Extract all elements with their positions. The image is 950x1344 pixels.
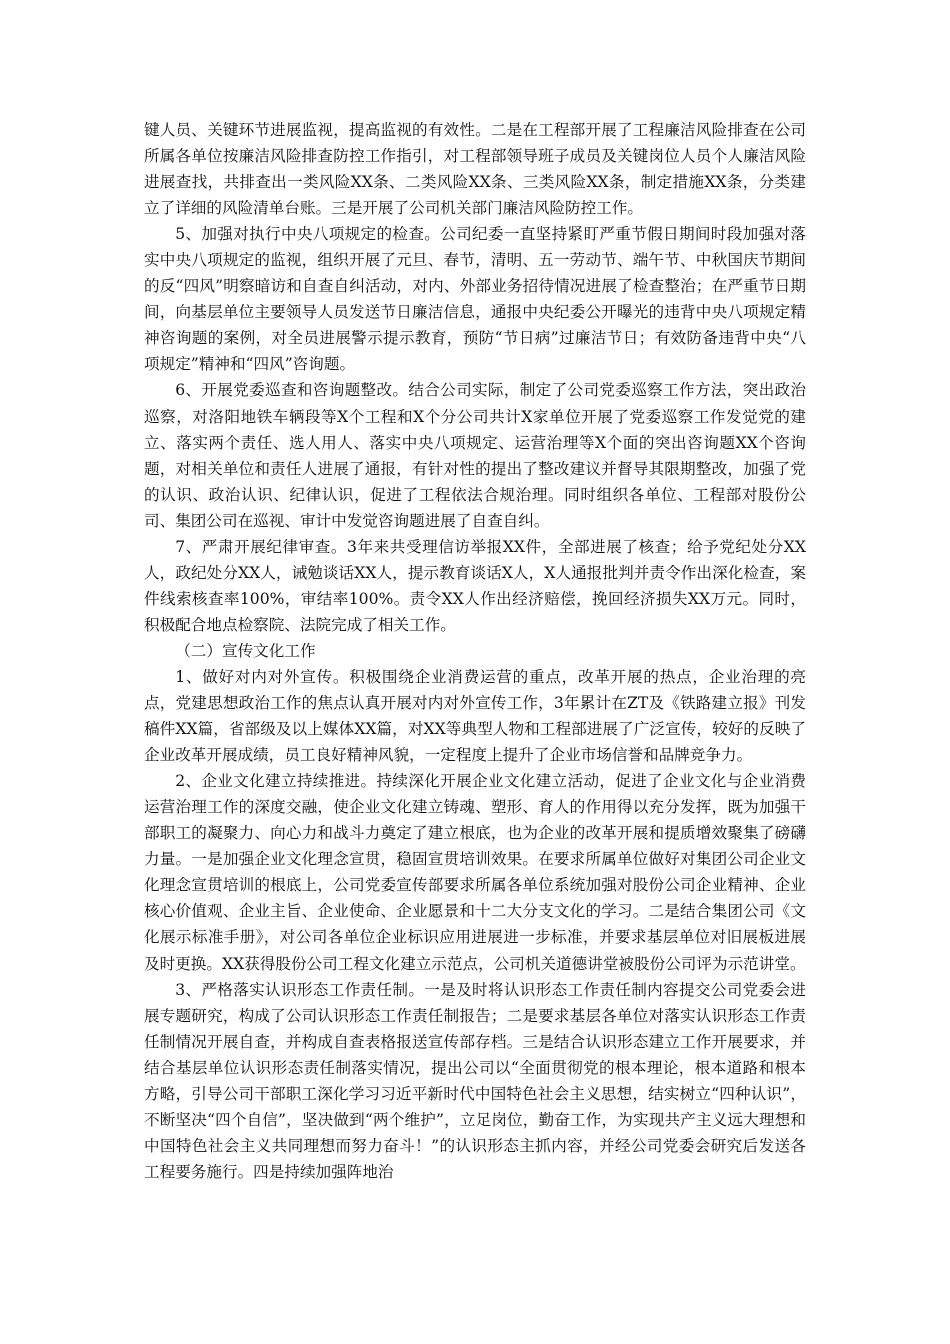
paragraph-item-7: 7、严肃开展纪律审查。3年来共受理信访举报XX件，全部进展了核查；给予党纪处分XX人，政纪处分XX人，诫勉谈话XX人，提示教育谈话X人，X人通报批判并责令作出深化检查，案件线索核查率100%，审结率100%。责令XX人作出经济赔偿，挽回经济损失XX万元。同时，积极配合地点检察院、法院完成了相关工作。 — [144, 537, 806, 634]
paragraph-item-5: 5、加强对执行中央八项规定的检查。公司纪委一直坚持紧盯严重节假日期间时段加强对落实中央八项规定的监视，组织开展了元旦、春节，清明、五一劳动节、端午节、中秋国庆节期间的反“四风”明察暗访和自查自纠活动，对内、外部业务招待情况进展了检查整治；在严重节日期间，向基层单位主要领导人员发送节日廉洁信息，通报中央纪委公开曝光的违背中央八项规定精神咨询题的案例，对全员进展警示提示教育，预防“节日病”过廉洁节日；有效防备违背中央“八项规定”精神和“四风”咨询题。 — [144, 225, 806, 374]
paragraph-item-1: 1、做好对内对外宣传。积极围绕企业消费运营的重点，改革开展的热点，企业治理的亮点，党建思想政治工作的焦点认真开展对内对外宣传工作，3年累计在ZT及《铁路建立报》刊发稿件XX篇，省部级及以上媒体XX篇，对XX等典型人物和工程部进展了广泛宣传，较好的反映了企业改革开展成绩，员工良好精神风貌，一定程度上提升了企业市场信誉和品牌竞争力。 — [144, 667, 806, 765]
document-body — [144, 117, 806, 1185]
paragraph-continuation: 键人员、关键环节进展监视，提高监视的有效性。二是在工程部开展了工程廉洁风险排查在公司所属各单位按廉洁风险排查防控工作指引，对工程部领导班子成员及关键岗位人员个人廉洁风险进展查找，共排查出一类风险XX条、二类风险XX条、三类风险XX条，制定措施XX条，分类建立了详细的风险清单台账。三是开展了公司机关部门廉洁风险防控工作。 — [144, 121, 806, 218]
section-heading: （二）宣传文化工作 — [175, 641, 316, 660]
paragraph-item-6: 6、开展党委巡查和咨询题整改。结合公司实际，制定了公司党委巡察工作方法，突出政治巡察，对洛阳地铁车辆段等X个工程和X个分公司共计X家单位开展了党委巡察工作发觉党的建立、落实两个责任、选人用人、落实中央八项规定、运营治理等X个面的突出咨询题XX个咨询题，对相关单位和责任人进展了通报，有针对性的提出了整改建议并督导其限期整改，加强了党的认识、政治认识、纪律认识，促进了工程依法合规治理。同时组织各单位、工程部对股份公司、集团公司在巡视、审计中发觉咨询题进展了自查自纠。 — [144, 381, 806, 530]
paragraph-item-2: 2、企业文化建立持续推进。持续深化开展企业文化建立活动，促进了企业文化与企业消费运营治理工作的深度交融，使企业文化建立铸魂、塑形、育人的作用得以充分发挥，既为加强干部职工的凝聚力、向心力和战斗力奠定了建立根底，也为企业的改革开展和提质增效聚集了磅礴力量。一是加强企业文化理念宣贯，稳固宣贯培训效果。在要求所属单位做好对集团公司企业文化理念宣贯培训的根底上，公司党委宣传部要求所属各单位系统加强对股份公司企业精神、企业核心价值观、企业主旨、企业使命、企业愿景和十二大分支文化的学习。二是结合集团公司《文化展示标准手册》，对公司各单位企业标识应用进展进一步标准，并要求基层单位对旧展板进展及时更换。XX获得股份公司工程文化建立示范点，公司机关道德讲堂被股份公司评为示范讲堂。 — [144, 772, 806, 973]
paragraph-item-3: 3、严格落实认识形态工作责任制。一是及时将认识形态工作责任制内容提交公司党委会进展专题研究，构成了公司认识形态工作责任制报告；二是要求基层各单位对落实认识形态工作责任制情况开展自查，并构成自查表格报送宣传部存档。三是结合认识形态建立工作开展要求，并结合基层单位认识形态责任制落实情况，提出公司以“全面贯彻党的根本理论，根本道路和根本方略，引导公司干部职工深化学习习近平新时代中国特色社会主义思想，结实树立“四种认识”，不断坚决“四个自信”，坚决做到“两个维护”，立足岗位，勤奋工作，为实现共产主义远大理想和中国特色社会主义共同理想而努力奋斗！”的认识形态主抓内容，并经公司党委会研究后发送各工程要务施行。四是持续加强阵地治 — [144, 980, 806, 1181]
